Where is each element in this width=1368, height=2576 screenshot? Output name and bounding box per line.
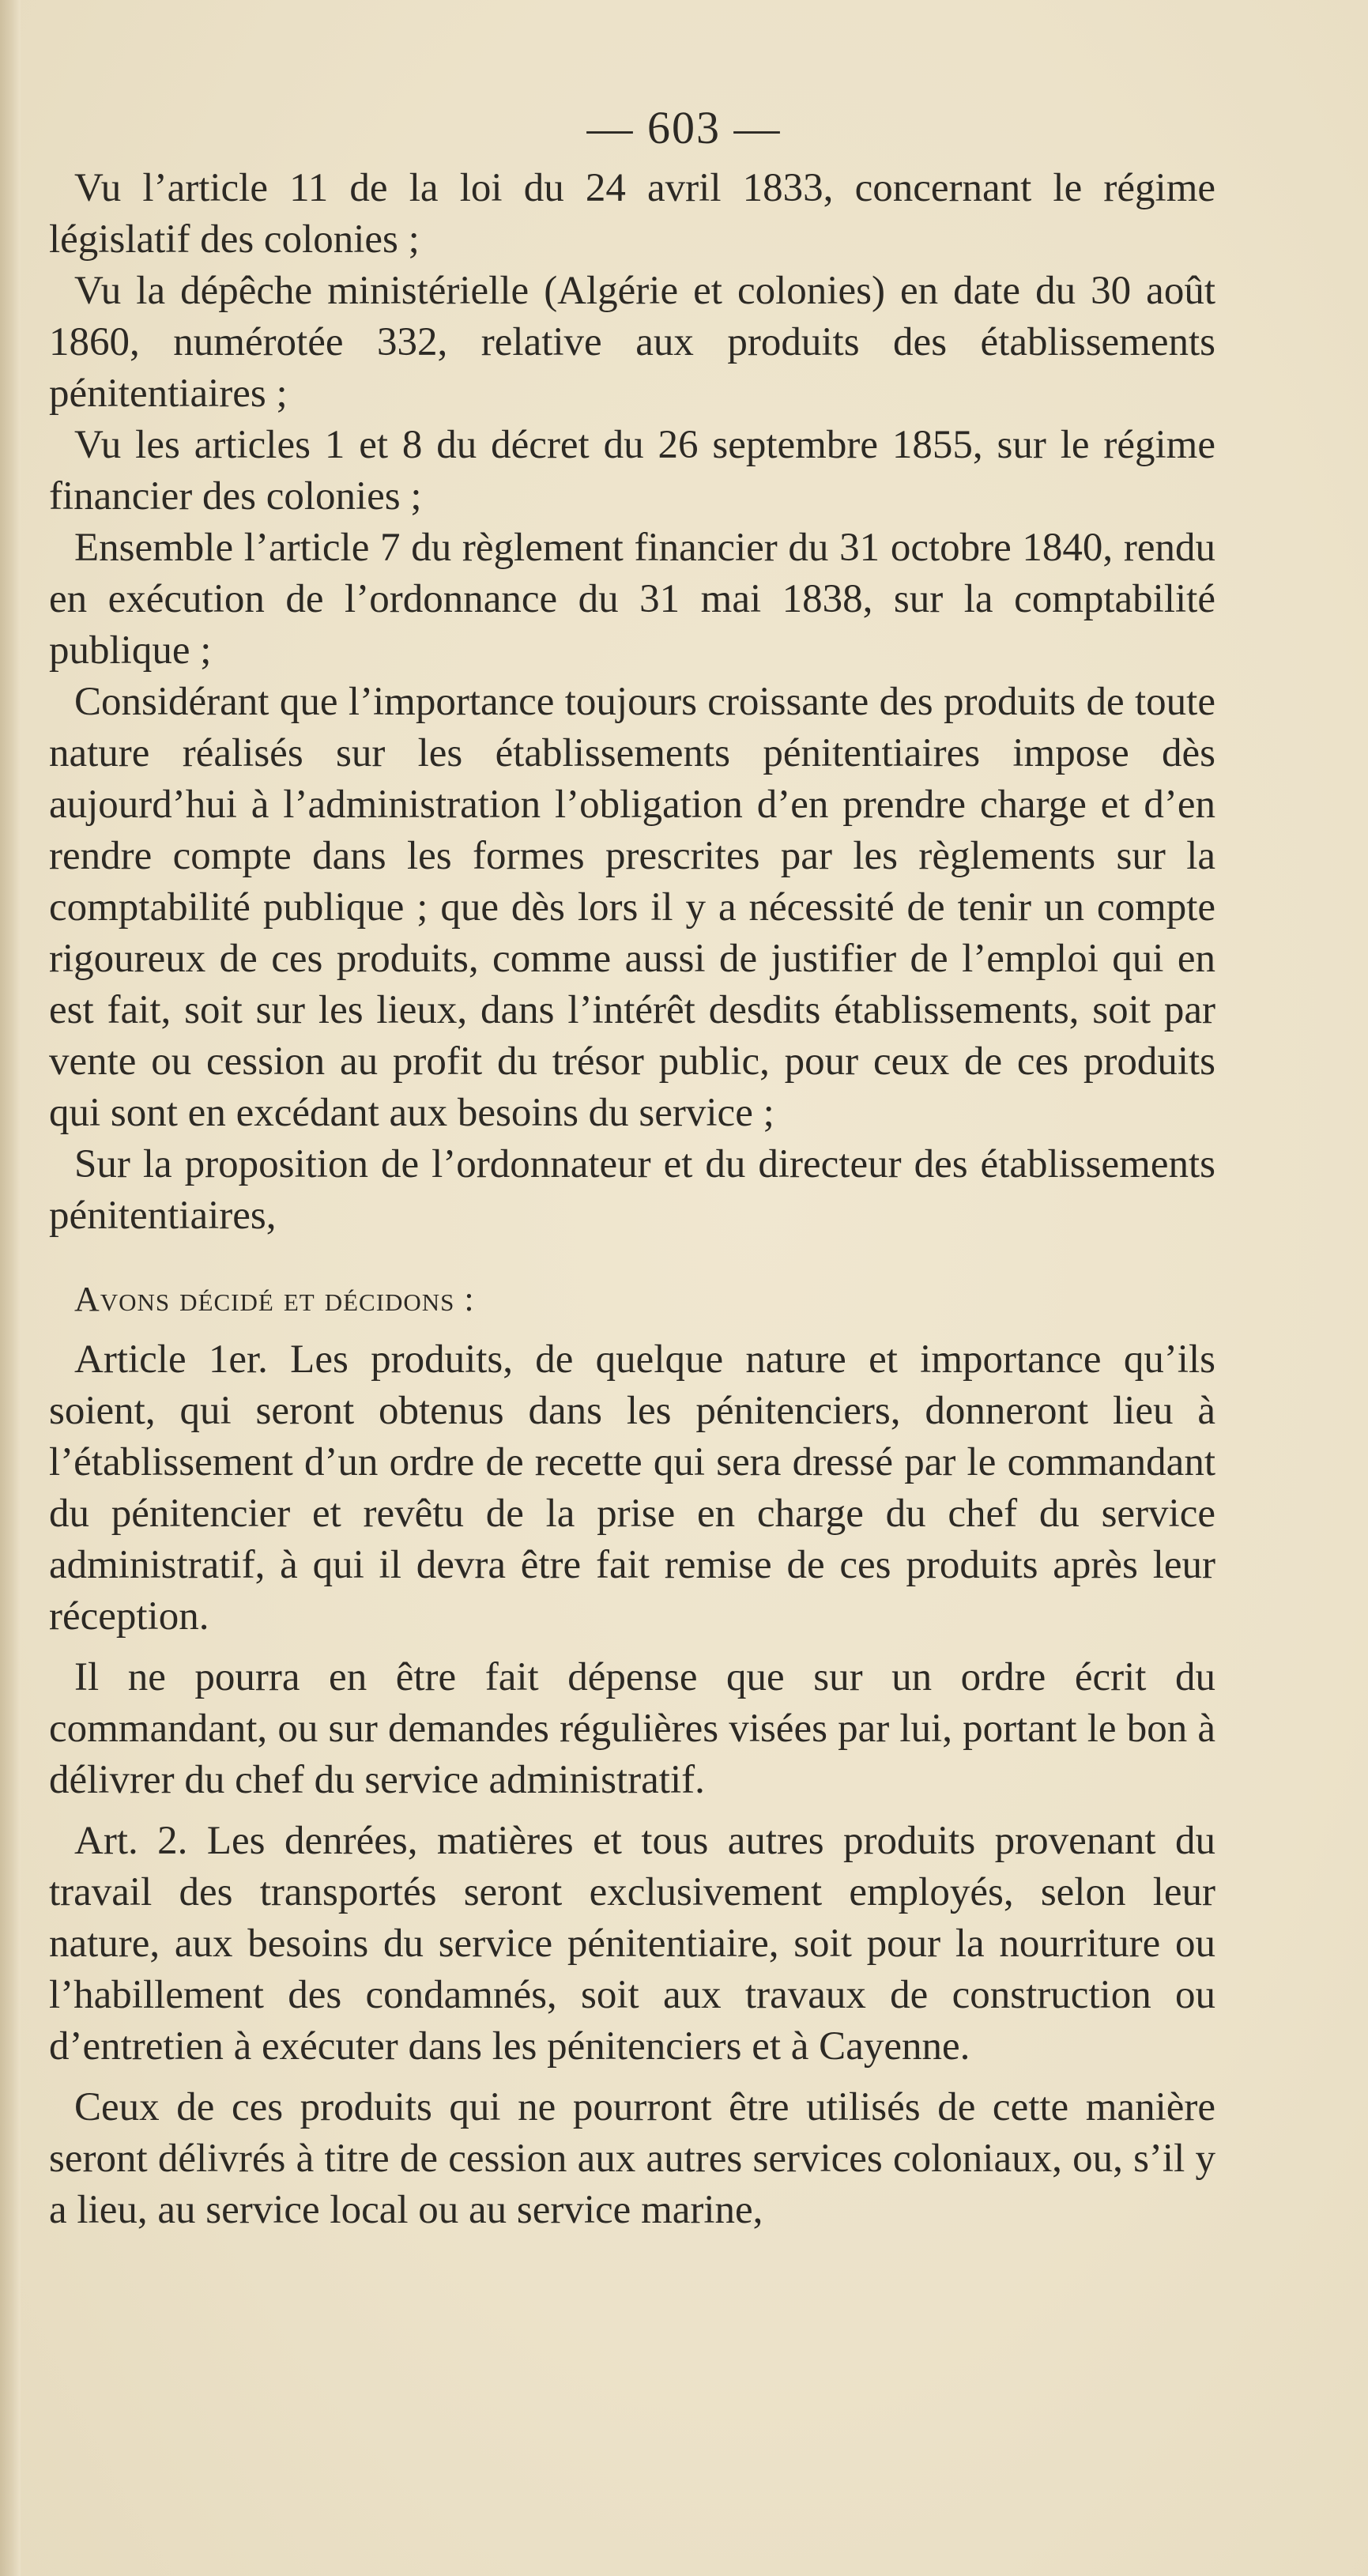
article-2: Art. 2. Les denrées, matières et tous autres produits provenant du travail des transportés seront exclusivement employés, selon leur nature, aux besoins du service pénitentiaire, soit pour la nourriture ou l’habillement des condamnés, soit aux travaux de construction ou d’entretien à exécuter dans les pénitenciers et à Cayenne. <box>49 1819 1215 2069</box>
page-number: — 603 — <box>586 102 782 153</box>
page-binding-edge <box>0 0 21 2576</box>
paragraph-proposition: Sur la proposition de l’ordonnateur et du directeur des établissements pénitentiaires, <box>49 1142 1215 1238</box>
decision-heading: Avons décidé et décidons : <box>74 1280 475 1318</box>
article-1-paragraph-2: Il ne pourra en être fait dépense que sur un ordre écrit du commandant, ou sur demandes régulières visées par lui, portant le bon à délivrer du chef du service administratif. <box>49 1655 1215 1802</box>
article-2-paragraph-2: Ceux de ces produits qui ne pourront être utilisés de cette manière seront délivrés à titre de cession aux autres services coloniaux, ou, s’il y a lieu, au service local ou au service marine, <box>49 2085 1215 2232</box>
paragraph-ensemble-reglement: Ensemble l’article 7 du règlement financier du 31 octobre 1840, rendu en exécution de l’ordonnance du 31 mai 1838, sur la comptabilité publique ; <box>49 526 1215 673</box>
paragraph-considerant: Considérant que l’importance toujours croissante des produits de toute nature réalisés sur les établissements pénitentiaires impose dès aujourd’hui à l’administration l’obligation d’en prendre charge et d’en rendre compte dans les formes prescrites par les règlements sur la comptabilité publique ; que dès lors il y a nécessité de tenir un compte rigoureux de ces produits, comme aussi de justifier de l’emploi qui en est fait, soit sur les lieux, dans l’intérêt desdits établissements, soit par vente ou cession au profit du trésor public, pour ceux de ces produits qui sont en excédant aux besoins du service ; <box>49 680 1215 1135</box>
paragraph-vu-depeche: Vu la dépêche ministérielle (Algérie et colonies) en date du 30 août 1860, numérotée 332, relative aux produits des établissements pénitentiaires ; <box>49 269 1215 416</box>
article-1: Article 1er. Les produits, de quelque nature et importance qu’ils soient, qui seront obtenus dans les pénitenciers, donneront lieu à l’établissement d’un ordre de recette qui sera dressé par le commandant du pénitencier et revêtu de la prise en charge du chef du service administratif, à qui il devra être fait remise de ces produits après leur réception. <box>49 1337 1215 1639</box>
paragraph-vu-decret-1855: Vu les articles 1 et 8 du décret du 26 septembre 1855, sur le régime financier des colonies ; <box>49 423 1215 519</box>
document-body <box>49 163 1215 2236</box>
paragraph-vu-loi-1833: Vu l’article 11 de la loi du 24 avril 1833, concernant le régime législatif des colonies ; <box>49 166 1215 262</box>
